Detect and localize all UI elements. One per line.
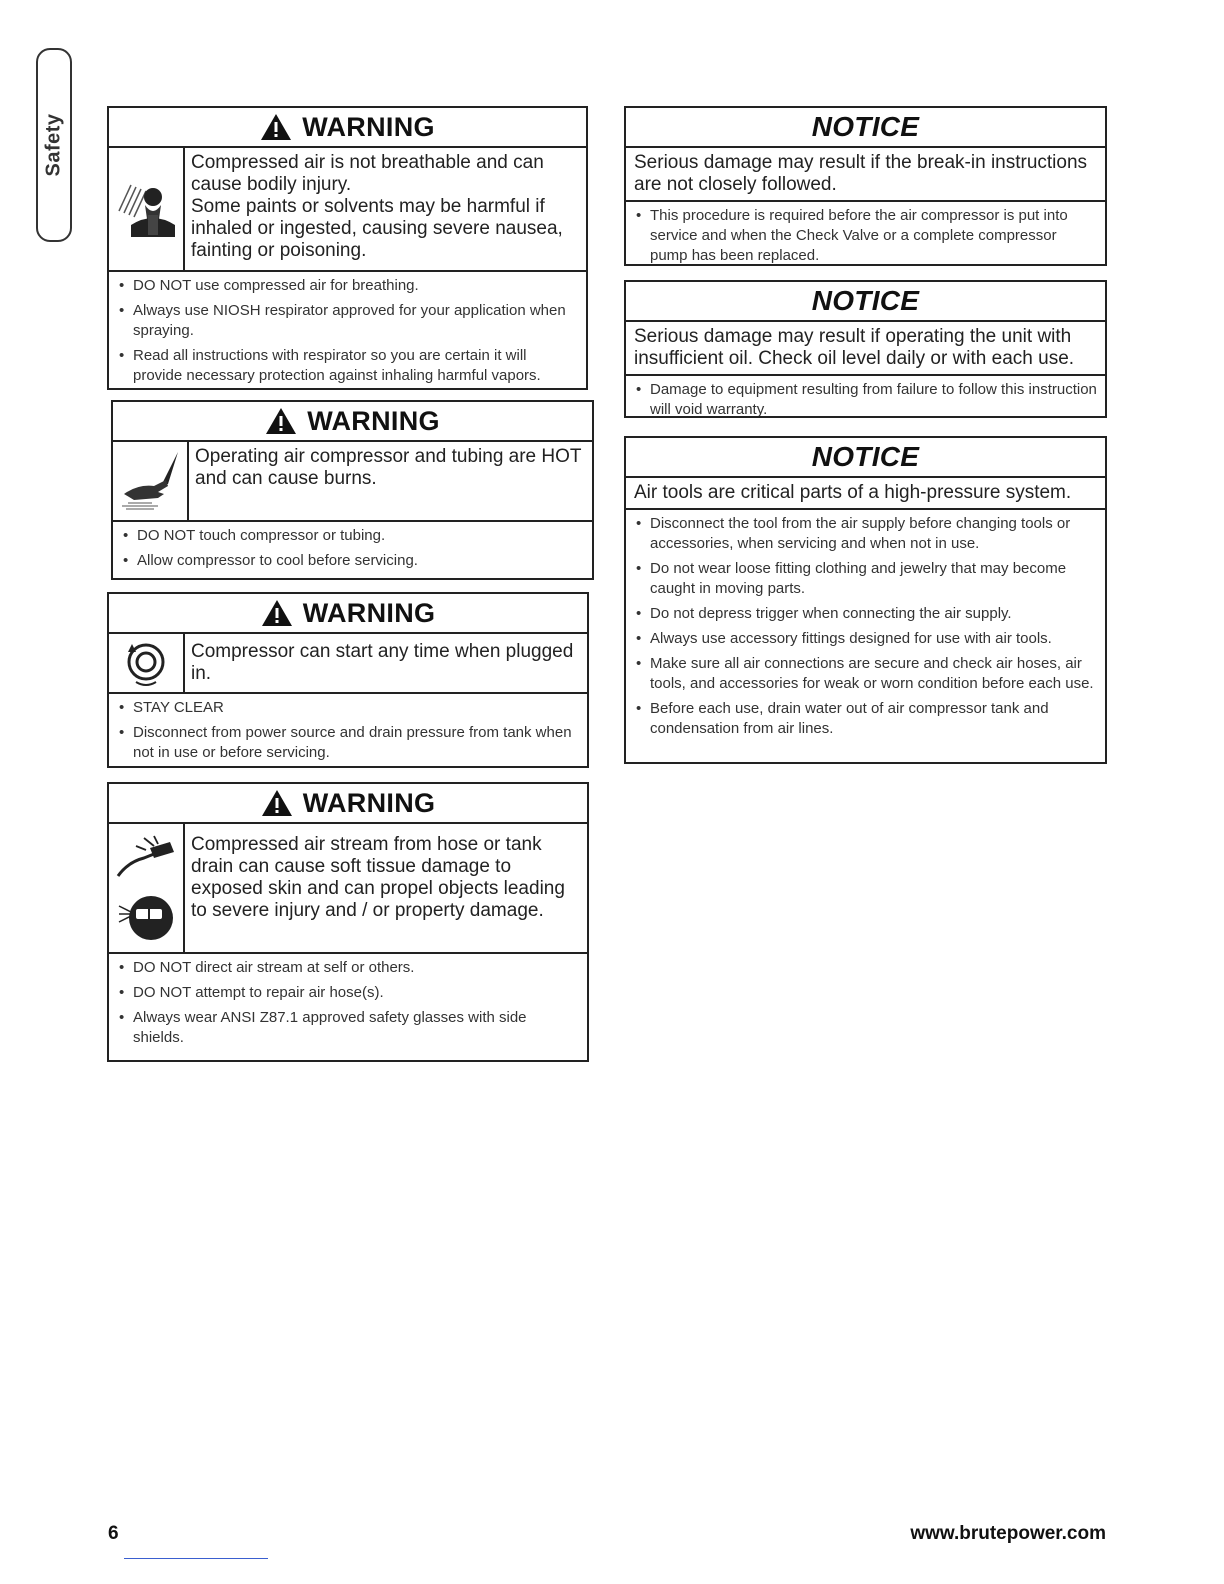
warning-bullet-list	[109, 954, 587, 1054]
notice-title: NOTICE	[811, 111, 920, 142]
notice-bullet: • Damage to equipment resulting from failure to follow this instruction will void warranty.	[634, 380, 1097, 418]
notice-title: NOTICE	[811, 441, 920, 472]
notice-message	[626, 478, 1105, 510]
warning-bullet: • Read all instructions with respirator so you are certain it will provide necessary protection against inhaling harmful vapors.	[117, 346, 578, 386]
notice-message	[626, 148, 1105, 202]
warning-box-air-stream	[107, 782, 589, 1062]
warning-bullet: • DO NOT direct air stream at self or others.	[117, 958, 579, 978]
warning-header	[109, 594, 587, 634]
notice-message-text: Serious damage may result if the break-in instructions are not closely followed.	[634, 152, 1088, 195]
section-tab-label: Safety	[42, 113, 65, 177]
notice-header	[626, 438, 1105, 478]
warning-message-line: Some paints or solvents may be harmful if inhaled or ingested, causing severe nausea, fainting or poisoning.	[191, 196, 563, 261]
notice-header	[626, 108, 1105, 148]
warning-triangle-icon	[265, 407, 297, 435]
warning-message-line: Compressed air stream from hose or tank drain can cause soft tissue damage to exposed skin and can propel objects leading to severe injury and / or property damage.	[191, 834, 565, 921]
notice-bullet: • Do not depress trigger when connecting the air supply.	[634, 604, 1097, 624]
safety-glasses-icon	[117, 890, 175, 944]
section-tab	[36, 48, 72, 242]
respirator-spray-icon	[109, 148, 185, 270]
warning-message-line: Compressor can start any time when plugged in.	[191, 641, 574, 684]
warning-box-hot-surface	[111, 400, 594, 580]
notice-bullet: • Always use accessory fittings designed for use with air tools.	[634, 629, 1097, 649]
air-hose-blast-icon	[114, 832, 178, 882]
warning-title: WARNING	[302, 111, 435, 142]
warning-bullet: • Always use NIOSH respirator approved for your application when spraying.	[117, 301, 578, 341]
warning-bullet-list	[113, 522, 592, 577]
notice-bullet-list	[626, 510, 1105, 745]
warning-bullet-list	[109, 272, 586, 390]
warning-triangle-icon	[261, 789, 293, 817]
notice-bullet: • Do not wear loose fitting clothing and jewelry that may become caught in moving parts.	[634, 559, 1097, 599]
notice-bullet-list	[626, 376, 1105, 418]
warning-title: WARNING	[302, 597, 436, 628]
warning-message-row	[113, 442, 592, 522]
notice-bullet: • Disconnect the tool from the air supply before changing tools or accessories, when servicing and when not in use.	[634, 514, 1097, 554]
website-link[interactable]: www.brutepower.com	[910, 1523, 1106, 1544]
warning-bullet: • STAY CLEAR	[117, 698, 579, 718]
notice-bullet: • Make sure all air connections are secure and check air hoses, air tools, and accessories for weak or worn condition before each use.	[634, 654, 1097, 694]
warning-message-row	[109, 824, 587, 954]
warning-bullet: • Allow compressor to cool before servicing.	[121, 551, 584, 571]
warning-header	[109, 784, 587, 824]
notice-box-air-tools	[624, 436, 1107, 764]
page-number: 6	[108, 1523, 119, 1544]
notice-message-text: Air tools are critical parts of a high-pressure system.	[634, 482, 1072, 503]
notice-header	[626, 282, 1105, 322]
warning-message-line: Compressed air is not breathable and can cause bodily injury.	[191, 152, 544, 195]
warning-bullet: • DO NOT touch compressor or tubing.	[121, 526, 584, 546]
hot-surface-hand-icon	[113, 442, 189, 520]
notice-box-break-in	[624, 106, 1107, 266]
warning-bullet-list	[109, 694, 587, 768]
warning-bullet: • Always wear ANSI Z87.1 approved safety glasses with side shields.	[117, 1008, 579, 1048]
warning-triangle-icon	[260, 113, 292, 141]
notice-bullet: • This procedure is required before the air compressor is put into service and when the Check Valve or a complete compressor pump has been replaced.	[634, 206, 1097, 266]
notice-bullet: • Before each use, drain water out of air compressor tank and condensation from air lines.	[634, 699, 1097, 739]
warning-message-line: Operating air compressor and tubing are HOT and can cause burns.	[195, 446, 582, 489]
warning-message-row	[109, 634, 587, 694]
warning-message-row	[109, 148, 586, 272]
warning-title: WARNING	[307, 405, 440, 436]
notice-box-oil	[624, 280, 1107, 418]
warning-bullet: • DO NOT use compressed air for breathing.	[117, 276, 578, 296]
warning-box-breathing	[107, 106, 588, 390]
notice-message	[626, 322, 1105, 376]
warning-title: WARNING	[302, 787, 436, 818]
footer-rule	[124, 1558, 268, 1559]
warning-bullet: • DO NOT attempt to repair air hose(s).	[117, 983, 579, 1003]
auto-start-icon	[109, 634, 185, 692]
notice-bullet-list	[626, 202, 1105, 266]
notice-title: NOTICE	[811, 285, 920, 316]
warning-header	[113, 402, 592, 442]
warning-bullet: • Disconnect from power source and drain pressure from tank when not in use or before servicing.	[117, 723, 579, 763]
warning-header	[109, 108, 586, 148]
notice-message-text: Serious damage may result if operating the unit with insufficient oil. Check oil level daily or with each use.	[634, 326, 1075, 369]
warning-box-auto-start	[107, 592, 589, 768]
warning-triangle-icon	[261, 599, 293, 627]
